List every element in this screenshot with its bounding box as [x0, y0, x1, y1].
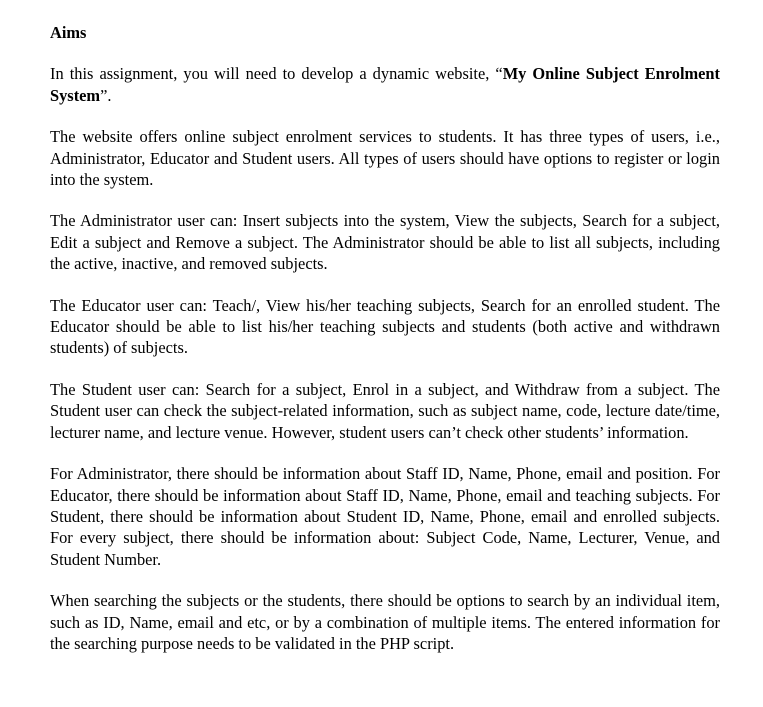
intro-paragraph [50, 63, 720, 106]
intro-text-after: ”. [100, 85, 112, 105]
administrator-paragraph: The Administrator user can: Insert subjects into the system, View the subjects, Search for a subject, Edit a subject and Remove a subject. The Administrator should be able to list all subjects, including the active, inactive, and removed subjects. [50, 211, 720, 274]
overview-paragraph: The website offers online subject enrolment services to students. It has three types of users, i.e., Administrator, Educator and Student users. All types of users should have options to register or login into the system. [50, 127, 720, 190]
intro-text-before: In this assignment, you will need to develop a dynamic website, “ [50, 64, 503, 84]
user-information-paragraph: For Administrator, there should be information about Staff ID, Name, Phone, email and position. For Educator, there should be information about Staff ID, Name, Phone, email and teaching subjects. For Student, there should be information about Student ID, Name, Phone, email and enrolled subjects. For every subject, there should be information about: Subject Code, Name, Lecturer, Venue, and Student Number. [50, 464, 720, 569]
educator-paragraph: The Educator user can: Teach/, View his/her teaching subjects, Search for an enrolled student. The Educator should be able to list his/her teaching subjects and students (both active and withdrawn students) of subjects. [50, 295, 720, 358]
document-page [50, 22, 720, 654]
student-paragraph: The Student user can: Search for a subject, Enrol in a subject, and Withdraw from a subject. The Student user can check the subject-related information, such as subject name, code, lecture date/time, lecturer name, and lecture venue. However, student users can’t check other students’ information. [50, 379, 720, 442]
searching-paragraph: When searching the subjects or the students, there should be options to search by an individual item, such as ID, Name, email and etc, or by a combination of multiple items. The entered information for the searching purpose needs to be validated in the PHP script. [50, 591, 720, 653]
website-title: My Online Subject Enrolment System [50, 64, 720, 105]
section-heading: Aims [50, 23, 87, 42]
